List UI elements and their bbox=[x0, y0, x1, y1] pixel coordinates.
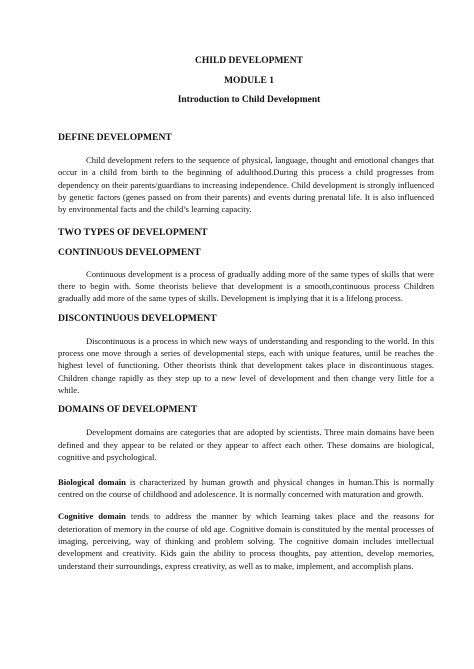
continuous-development-heading: CONTINUOUS DEVELOPMENT bbox=[58, 246, 201, 258]
define-development-text: Child development refers to the sequence of physical, language, thought and emotional changes that occur in a child from birth to the beginning of adulthood.During this process a child progresses from dependency on their parents/guardians to increasing independence. Child development is strongly influenced by genetic factors (genes passed on from their parents) and events during prenatal life. It is also influenced by environmental facts and the child’s learning capacity. bbox=[58, 155, 434, 215]
module-subtitle: Introduction to Child Development bbox=[177, 95, 321, 105]
continuous-development-text: Continuous development is a process of gradually adding more of the same types of skills that were there to begin with. Some theorists believe that development is a smooth,continuous process Children gradually add more of the same types of skills. Development is implying that it is a lifelong process. bbox=[58, 268, 434, 304]
define-development-paragraph bbox=[58, 154, 434, 216]
define-development-heading: DEFINE DEVELOPMENT bbox=[58, 132, 172, 143]
biological-domain-paragraph bbox=[58, 476, 434, 501]
biological-domain-text: is characterized by human growth and physical changes in human.This is normally centred on the course of childhood and adolescence. It is normally concerned with maturation and growth. bbox=[58, 476, 434, 499]
cognitive-domain-term: Cognitive domain bbox=[58, 511, 126, 522]
discontinuous-development-paragraph bbox=[58, 335, 434, 397]
module-number: MODULE 1 bbox=[224, 76, 274, 86]
domains-of-development-heading: DOMAINS OF DEVELOPMENT bbox=[58, 404, 198, 416]
discontinuous-development-heading: DISCONTINUOUS DEVELOPMENT bbox=[58, 312, 217, 324]
continuous-development-paragraph bbox=[58, 268, 434, 305]
domains-of-development-text: Development domains are categories that are adopted by scientists. Three main domains have been defined and they appear to be related or they appear to affect each other. These domains are biological, cognitive and psychological. bbox=[58, 427, 434, 463]
biological-domain-term: Biological domain bbox=[58, 476, 126, 487]
discontinuous-development-text: Discontinuous is a process in which new ways of understanding and responding to the world. In this process one move through a series of developmental steps, each with unique features, until be reaches the highest level of functioning. Other theorists think that development takes place in discontinuous stages. Children change rapidly as they step up to a new level of development and then change very little for a while. bbox=[58, 335, 434, 396]
cognitive-domain-text: tends to address the manner by which learning takes place and the reasons for deterioration of memory in the course of old age. Cognitive domain is constituted by the mental processes of imaging, perceiving, way of thinking and problem solving. The cognitive domain includes intellectual development and creativity. Kids gain the ability to process thoughts, pay attention, develop memories, understand their surroundings, express creativity, as well as to make, implement, and accomplish plans. bbox=[58, 511, 434, 571]
document-title: CHILD DEVELOPMENT bbox=[195, 56, 303, 66]
cognitive-domain-paragraph bbox=[58, 510, 434, 572]
two-types-heading: TWO TYPES OF DEVELOPMENT bbox=[58, 226, 208, 238]
domains-of-development-paragraph bbox=[58, 426, 434, 463]
